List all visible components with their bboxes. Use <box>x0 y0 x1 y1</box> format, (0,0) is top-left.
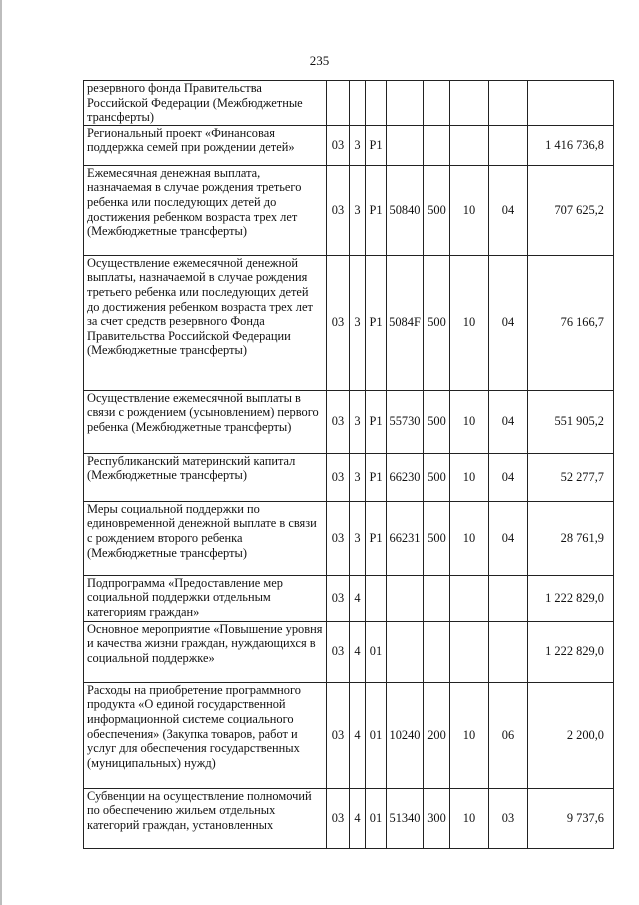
subprogram-code: 3 <box>350 125 366 165</box>
main-event-code: 01 <box>366 788 387 848</box>
main-event-code: P1 <box>366 255 387 390</box>
row-amount: 76 166,7 <box>528 255 614 390</box>
table-row <box>84 788 614 848</box>
subprogram-code: 3 <box>350 165 366 255</box>
row-amount: 1 222 829,0 <box>528 575 614 621</box>
row-name: Региональный проект «Финансовая поддержка семей при рождении детей» <box>84 125 327 165</box>
row-name: Республиканский материнский капитал (Межбюджетные трансферты) <box>84 453 327 501</box>
row-name: Меры социальной поддержки по единовременной денежной выплате в связи с рождением второго ребенка (Межбюджетные трансферты) <box>84 501 327 575</box>
row-name: резервного фонда Правительства Российской Федерации (Межбюджетные трансферты) <box>84 81 327 126</box>
expense-code: 66231 <box>387 501 424 575</box>
expense-code <box>387 81 424 126</box>
section-code: 03 <box>327 453 350 501</box>
table-row <box>84 390 614 453</box>
row-amount: 2 200,0 <box>528 682 614 788</box>
division-code: 10 <box>450 501 489 575</box>
subdivision-code <box>489 125 528 165</box>
section-code: 03 <box>327 165 350 255</box>
kind-code: 500 <box>424 255 450 390</box>
subdivision-code: 03 <box>489 788 528 848</box>
budget-table-body <box>84 81 614 849</box>
kind-code: 500 <box>424 390 450 453</box>
kind-code: 300 <box>424 788 450 848</box>
row-name: Подпрограмма «Предоставление мер социальной поддержки отдельным категориям граждан» <box>84 575 327 621</box>
division-code: 10 <box>450 165 489 255</box>
section-code: 03 <box>327 788 350 848</box>
subdivision-code: 04 <box>489 165 528 255</box>
table-row <box>84 125 614 165</box>
table-row <box>84 165 614 255</box>
main-event-code <box>366 575 387 621</box>
subdivision-code: 04 <box>489 390 528 453</box>
kind-code: 200 <box>424 682 450 788</box>
subprogram-code: 4 <box>350 621 366 682</box>
table-row <box>84 682 614 788</box>
division-code <box>450 125 489 165</box>
kind-code <box>424 125 450 165</box>
main-event-code: 01 <box>366 621 387 682</box>
expense-code: 51340 <box>387 788 424 848</box>
subprogram-code <box>350 81 366 126</box>
subdivision-code: 04 <box>489 255 528 390</box>
subprogram-code: 3 <box>350 453 366 501</box>
table-row <box>84 621 614 682</box>
row-amount: 52 277,7 <box>528 453 614 501</box>
row-amount: 28 761,9 <box>528 501 614 575</box>
subdivision-code: 04 <box>489 453 528 501</box>
subprogram-code: 3 <box>350 390 366 453</box>
division-code <box>450 621 489 682</box>
table-row <box>84 501 614 575</box>
kind-code <box>424 575 450 621</box>
section-code: 03 <box>327 255 350 390</box>
table-row <box>84 575 614 621</box>
row-amount: 1 416 736,8 <box>528 125 614 165</box>
kind-code <box>424 621 450 682</box>
expense-code: 10240 <box>387 682 424 788</box>
row-name: Осуществление ежемесячной денежной выплаты, назначаемой в случае рождения третьего ребенка или последующих детей до достижения ребенком возраста трех лет за счет средств резервного Фонда Правительства Российской Федерации (Межбюджетные трансферты) <box>84 255 327 390</box>
row-amount: 707 625,2 <box>528 165 614 255</box>
main-event-code: P1 <box>366 165 387 255</box>
section-code: 03 <box>327 390 350 453</box>
division-code: 10 <box>450 682 489 788</box>
subprogram-code: 3 <box>350 501 366 575</box>
main-event-code: P1 <box>366 125 387 165</box>
subprogram-code: 4 <box>350 788 366 848</box>
division-code: 10 <box>450 390 489 453</box>
main-event-code: P1 <box>366 501 387 575</box>
row-name: Основное мероприятие «Повышение уровня и качества жизни граждан, нуждающихся в социальной поддержке» <box>84 621 327 682</box>
row-amount: 1 222 829,0 <box>528 621 614 682</box>
main-event-code <box>366 81 387 126</box>
expense-code: 50840 <box>387 165 424 255</box>
section-code: 03 <box>327 125 350 165</box>
expense-code: 55730 <box>387 390 424 453</box>
section-code <box>327 81 350 126</box>
table-row <box>84 453 614 501</box>
division-code <box>450 81 489 126</box>
page-number: 235 <box>309 53 330 68</box>
expense-code: 66230 <box>387 453 424 501</box>
kind-code <box>424 81 450 126</box>
kind-code: 500 <box>424 501 450 575</box>
row-name: Субвенции на осуществление полномочий по обеспечению жильем отдельных категорий граждан, установленных <box>84 788 327 848</box>
subprogram-code: 3 <box>350 255 366 390</box>
main-event-code: P1 <box>366 453 387 501</box>
expense-code <box>387 125 424 165</box>
scan-edge <box>0 0 2 905</box>
row-amount: 9 737,6 <box>528 788 614 848</box>
row-amount <box>528 81 614 126</box>
kind-code: 500 <box>424 165 450 255</box>
division-code: 10 <box>450 453 489 501</box>
subdivision-code <box>489 621 528 682</box>
table-row <box>84 81 614 126</box>
subdivision-code <box>489 575 528 621</box>
subdivision-code: 04 <box>489 501 528 575</box>
subdivision-code <box>489 81 528 126</box>
table-row <box>84 255 614 390</box>
main-event-code: P1 <box>366 390 387 453</box>
division-code: 10 <box>450 255 489 390</box>
subprogram-code: 4 <box>350 575 366 621</box>
section-code: 03 <box>327 575 350 621</box>
section-code: 03 <box>327 682 350 788</box>
row-name: Ежемесячная денежная выплата, назначаемая в случае рождения третьего ребенка или последующих детей до достижения ребенком возраста трех лет (Межбюджетные трансферты) <box>84 165 327 255</box>
expense-code <box>387 575 424 621</box>
expense-code: 5084F <box>387 255 424 390</box>
section-code: 03 <box>327 621 350 682</box>
division-code: 10 <box>450 788 489 848</box>
main-event-code: 01 <box>366 682 387 788</box>
expense-code <box>387 621 424 682</box>
kind-code: 500 <box>424 453 450 501</box>
subprogram-code: 4 <box>350 682 366 788</box>
section-code: 03 <box>327 501 350 575</box>
budget-table <box>83 80 614 849</box>
subdivision-code: 06 <box>489 682 528 788</box>
row-name: Расходы на приобретение программного продукта «О единой государственной информационной системе социального обеспечения» (Закупка товаров, работ и услуг для обеспечения государственных (муниципальных) нужд) <box>84 682 327 788</box>
row-amount: 551 905,2 <box>528 390 614 453</box>
division-code <box>450 575 489 621</box>
row-name: Осуществление ежемесячной выплаты в связи с рождением (усыновлением) первого ребенка (Межбюджетные трансферты) <box>84 390 327 453</box>
